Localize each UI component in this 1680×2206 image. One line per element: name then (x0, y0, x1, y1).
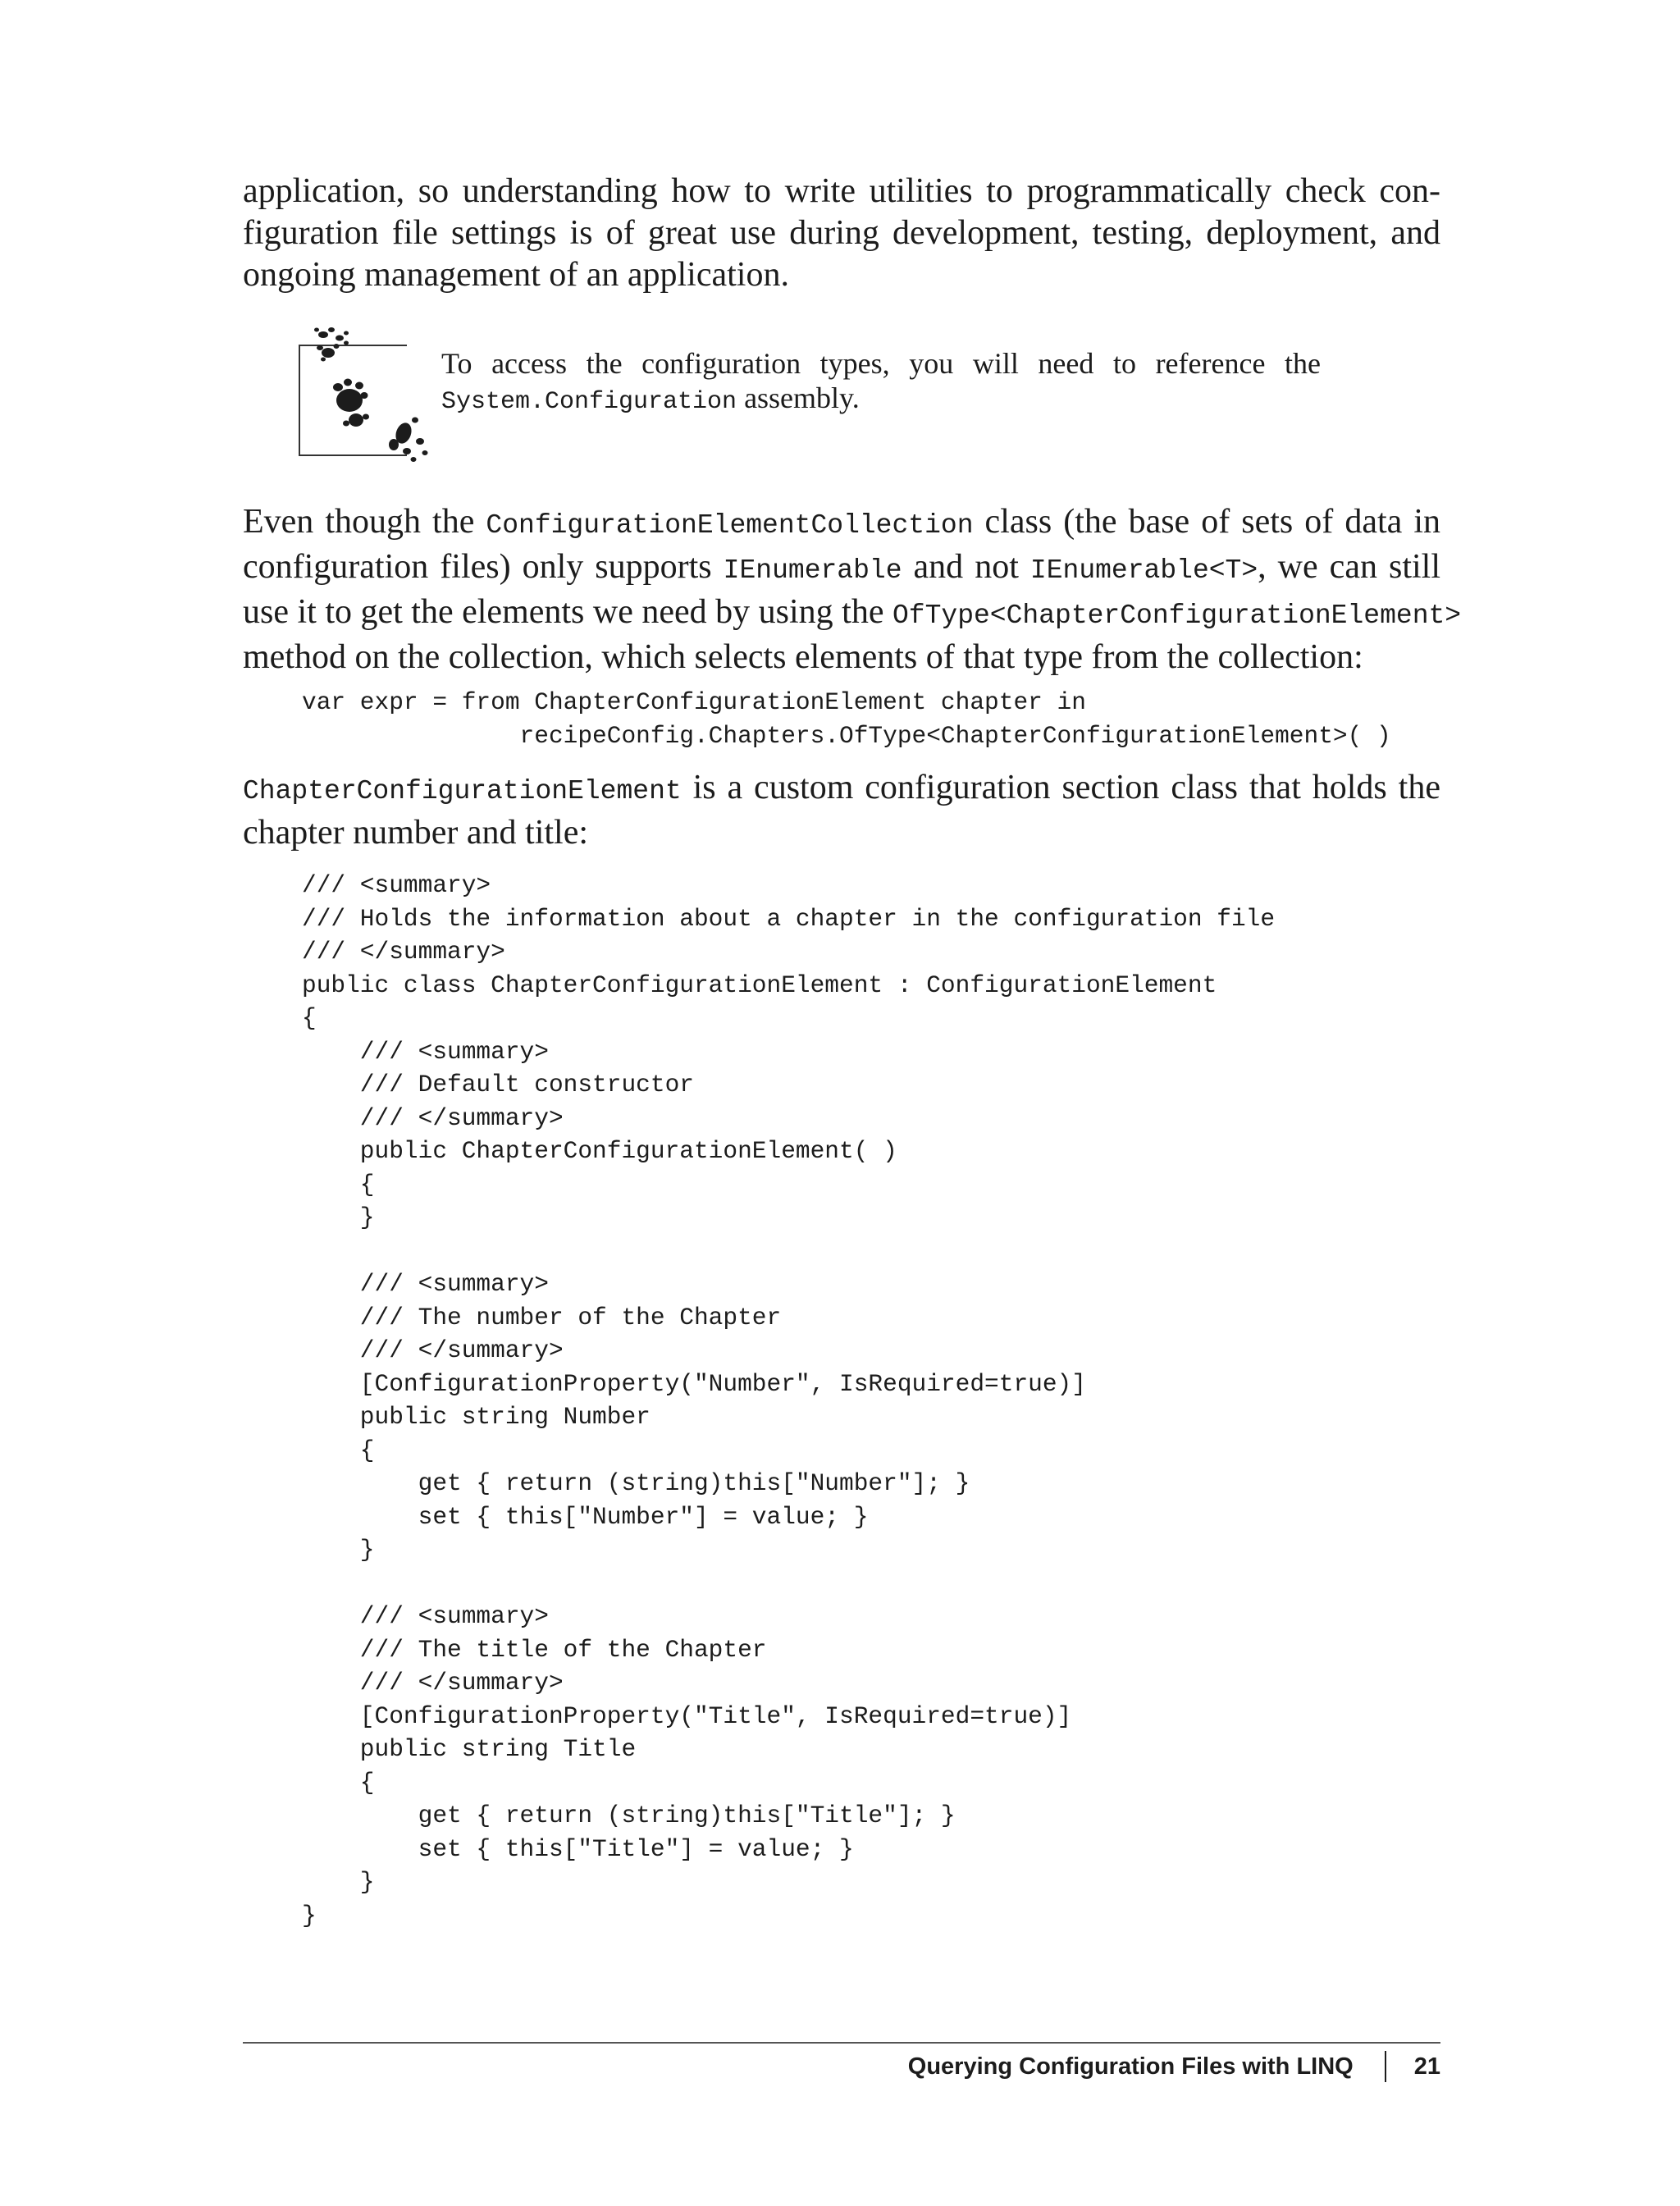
p2-l1-text-a: Even though the (243, 503, 486, 541)
p2-code-ienumerable: IEnumerable (723, 555, 902, 586)
paragraph-2 (243, 501, 1462, 678)
paragraph-2-line-1 (243, 501, 1440, 546)
paragraph-3-line-2: chapter number and title: (243, 814, 589, 852)
p2-l1-text-b: class (the base of sets of data in (973, 503, 1440, 541)
intro-paragraph (243, 171, 1440, 296)
intro-line-3: ongoing management of an application. (243, 256, 789, 294)
p2-l2-text-b: and not (902, 548, 1030, 586)
intro-line-1: application, so understanding how to write utilities to programmatically check con- (243, 172, 1440, 210)
note-code-assembly: System.Configuration (441, 388, 737, 416)
footer-section-title: Querying Configuration Files with LINQ (907, 2053, 1354, 2080)
p3-code-class-name: ChapterConfigurationElement (243, 776, 682, 806)
note-line-1: To access the configuration types, you will need to reference the (441, 347, 1321, 380)
footer-rule (243, 2042, 1440, 2044)
note-line-2 (441, 381, 1321, 419)
code-block-class: /// <summary> /// Holds the information about a chapter in the configuration file /// </summary> public class ChapterConfigurationElement : ConfigurationElement { /// <summary> /// Default constructor /// </summary> public ChapterConfigurationElement( ) { } /// <summary> /// The number of the Chapter /// </summary> [ConfigurationProperty("Number", IsRequired=true)] public string Number { get { return (string)this["Number"]; } set { this["Number"] = value; } } /// <summary> /// The title of the Chapter /// </summary> [ConfigurationProperty("Title", IsRequired=true)] public string Title { get { return (string)this["Title"]; } set { this["Title"] = value; } } } (302, 871, 1276, 1930)
p3-l1-text: is a custom configuration section class that holds the (681, 769, 1440, 806)
note-text (441, 346, 1321, 419)
footer-page-number: 21 (1413, 2053, 1440, 2080)
paragraph-2-line-3 (243, 591, 1462, 637)
intro-line-2: figuration file settings is of great use during development, testing, deployment, and (243, 214, 1440, 252)
p2-l2-text-c: , we can still (1258, 548, 1441, 586)
paragraph-3 (243, 767, 1440, 854)
p2-code-collection: ConfigurationElementCollection (486, 510, 974, 541)
p2-code-oftype: OfType<ChapterConfigurationElement> (892, 601, 1462, 631)
code-block-query: var expr = from ChapterConfigurationElement chapter in recipeConfig.Chapters.OfType<ChapterConfigurationElement>( ) (302, 688, 1391, 750)
paw-prints-icon (299, 318, 438, 466)
footer-separator (1385, 2051, 1386, 2082)
page-footer (908, 2050, 1440, 2083)
paragraph-2-line-4: method on the collection, which selects elements of that type from the collection: (243, 638, 1363, 676)
paragraph-2-line-2 (243, 546, 1440, 591)
paragraph-3-line-1 (243, 767, 1440, 812)
p2-code-ienumerable-t: IEnumerable<T> (1029, 555, 1258, 586)
p2-l2-text-a: configuration files) only supports (243, 548, 724, 586)
note-line-2-text: assembly. (737, 381, 860, 414)
p2-l3-text-a: use it to get the elements we need by using the (243, 593, 892, 631)
